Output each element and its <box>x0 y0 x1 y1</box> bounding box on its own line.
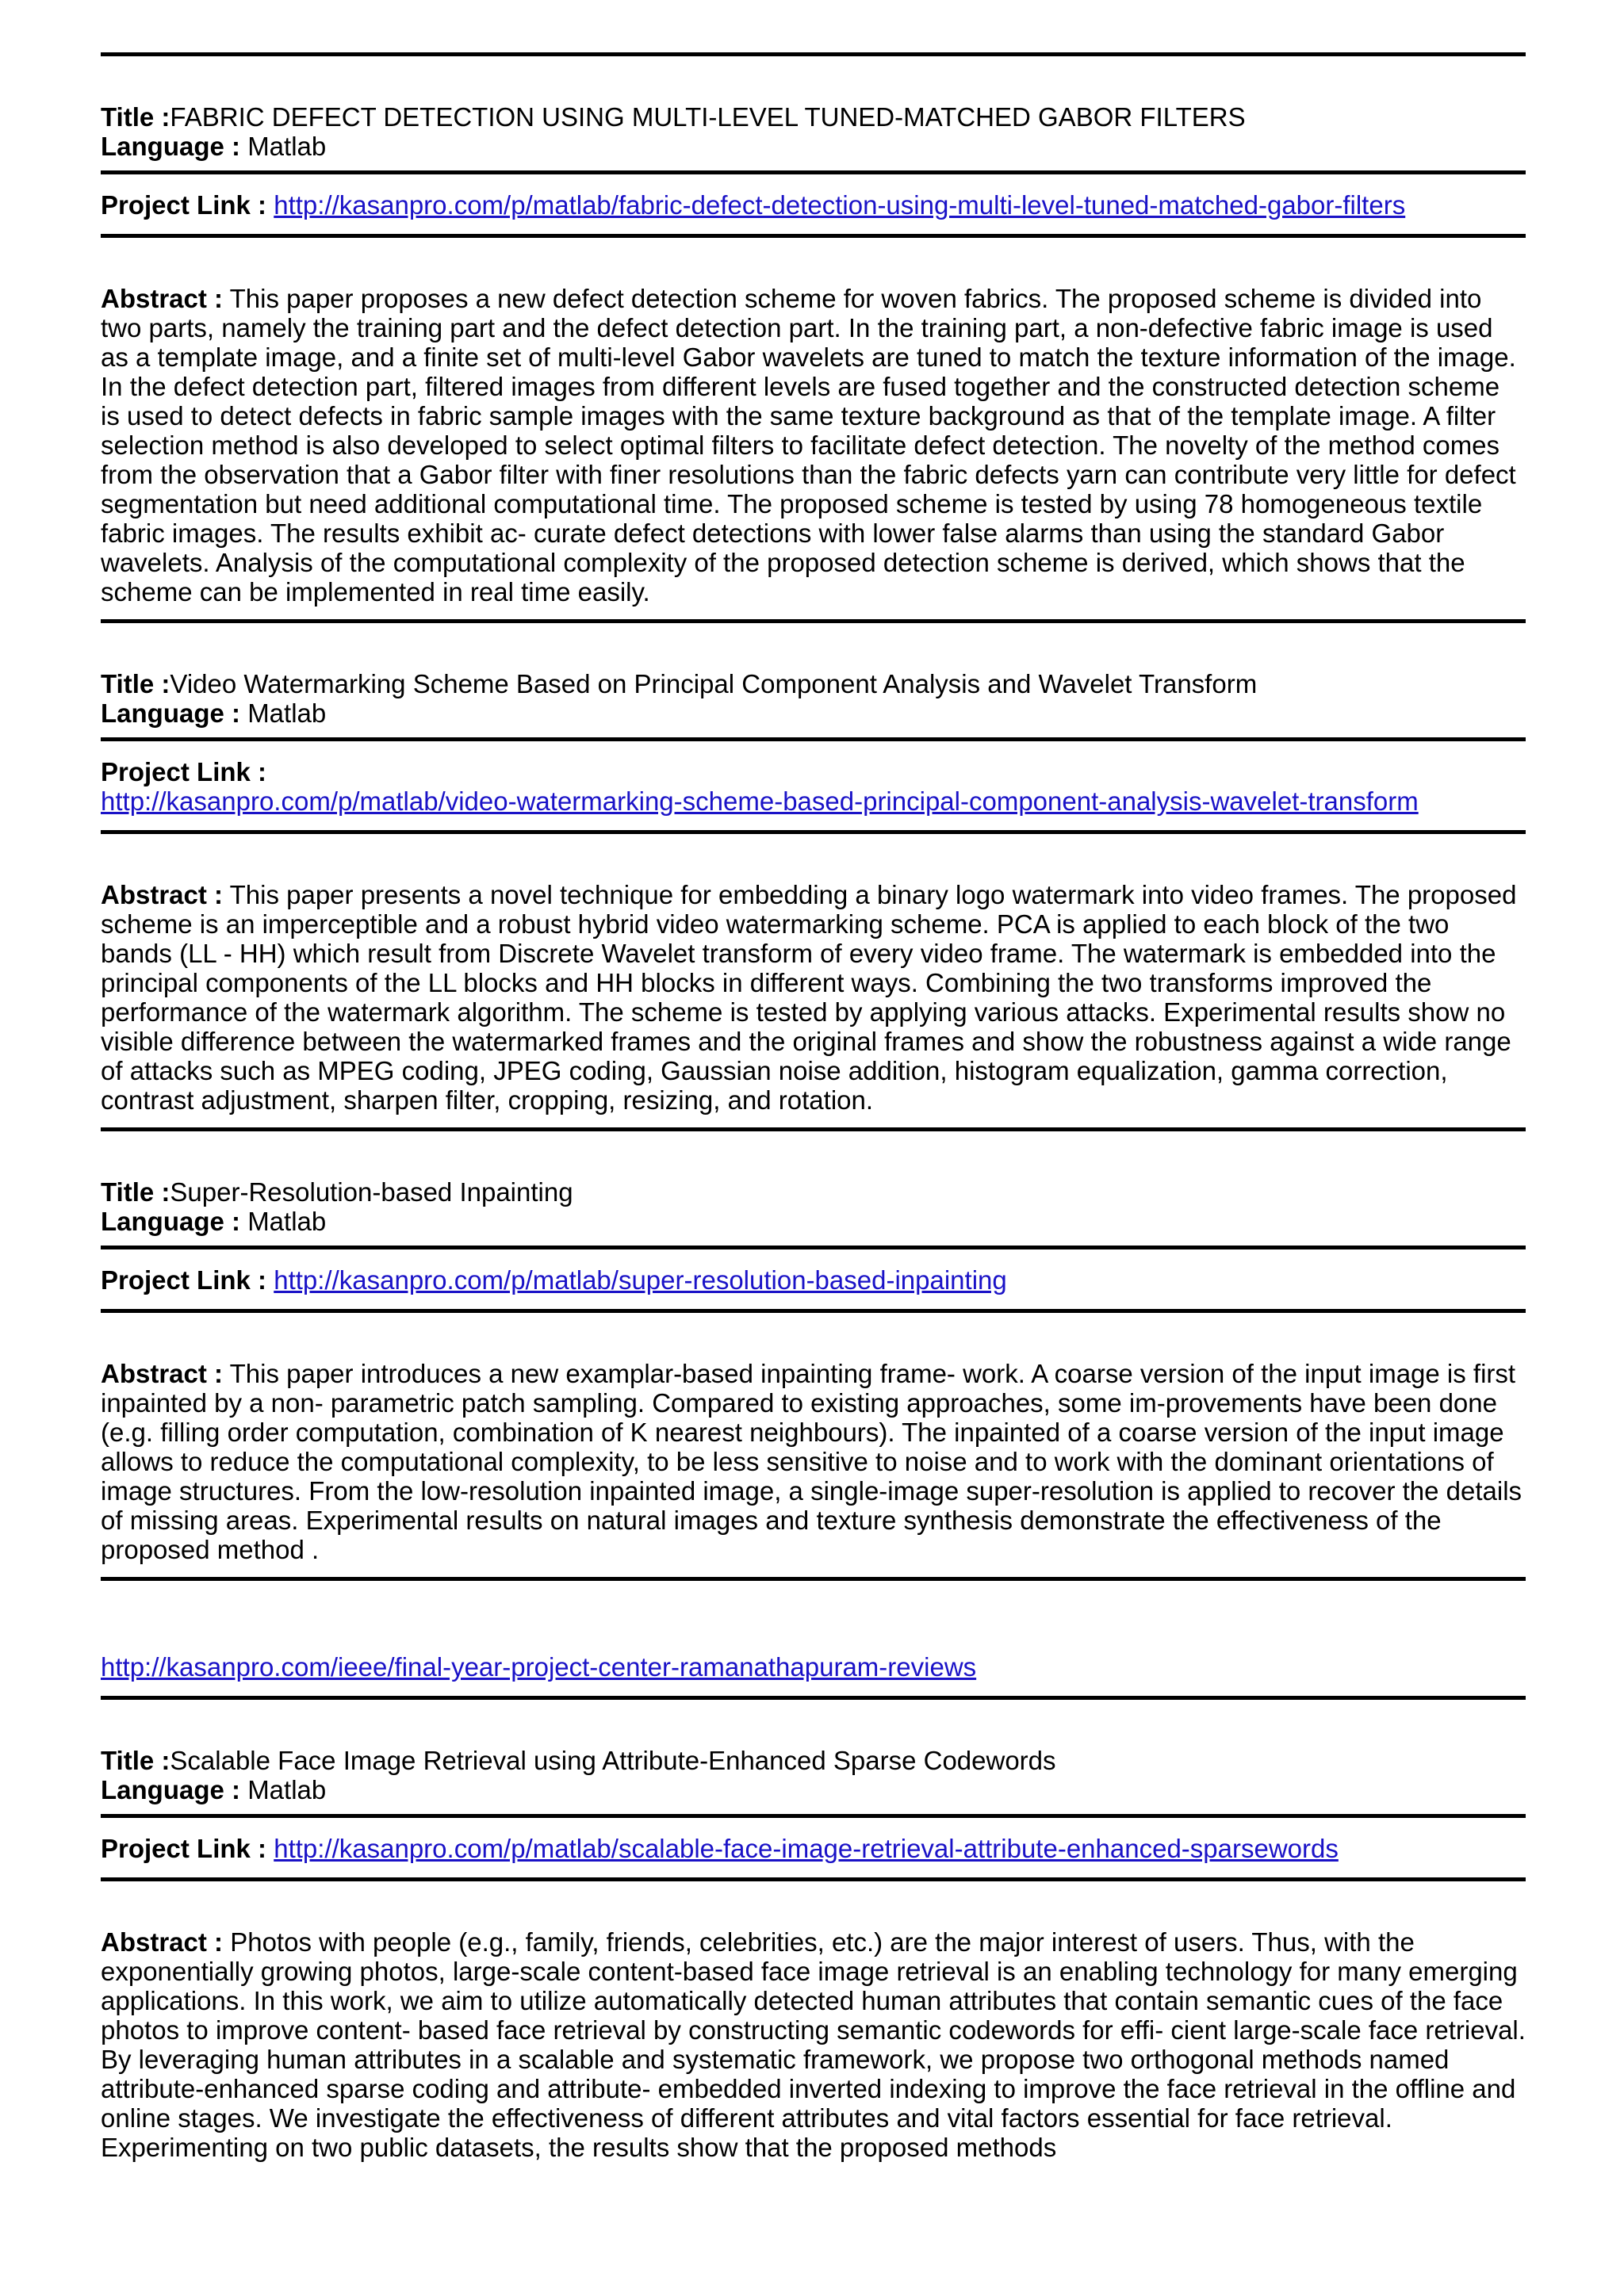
abstract-block <box>101 1313 1526 1577</box>
abstract-label: Abstract : <box>101 1927 224 1957</box>
entry-header <box>101 623 1526 737</box>
language-line <box>101 698 1526 728</box>
project-link-row <box>101 741 1526 830</box>
abstract-label: Abstract : <box>101 880 224 909</box>
entry-header <box>101 56 1526 170</box>
language-value: Matlab <box>247 1775 327 1804</box>
language-label: Language : <box>101 1207 241 1236</box>
title-label: Title : <box>101 1746 170 1775</box>
abstract-block <box>101 834 1526 1127</box>
entry-title: FABRIC DEFECT DETECTION USING MULTI-LEVEL TUNED-MATCHED GABOR FILTERS <box>170 102 1246 132</box>
language-value: Matlab <box>247 132 327 161</box>
language-line <box>101 1775 1526 1804</box>
project-link[interactable]: http://kasanpro.com/p/matlab/scalable-face-image-retrieval-attribute-enhanced-sparsewords <box>274 1834 1339 1863</box>
title-label: Title : <box>101 102 170 132</box>
project-link[interactable]: http://kasanpro.com/p/matlab/fabric-defect-detection-using-multi-level-tuned-matched-gabor-filters <box>274 190 1406 220</box>
abstract-label: Abstract : <box>101 1359 224 1388</box>
review-link[interactable]: http://kasanpro.com/ieee/final-year-project-center-ramanathapuram-reviews <box>101 1652 977 1682</box>
project-link-label: Project Link : <box>101 1265 267 1295</box>
title-line <box>101 1746 1526 1775</box>
entry-header <box>101 1700 1526 1814</box>
review-link-row <box>101 1581 1526 1696</box>
project-link-label: Project Link : <box>101 190 267 220</box>
abstract-text: This paper proposes a new defect detection scheme for woven fabrics. The proposed scheme is divided into two parts, namely the training part and the defect detection part. In the training part, a non-defective fabric image is used as a template image, and a finite set of multi-level Gabor wavelets are tuned to match the texture information of the image. In the defect detection part, filtered images from different levels are fused together and the constructed detection scheme is used to detect defects in fabric sample images with the same texture background as that of the template image. A filter selection method is also developed to select optimal filters to facilitate defect detection. The novelty of the method comes from the observation that a Gabor filter with finer resolutions than the fabric defects yarn can contribute very little for defect segmentation but need additional computational time. The proposed scheme is tested by using 78 homogeneous textile fabric images. The results exhibit ac- curate defect detections with lower false alarms than using the standard Gabor wavelets. Analysis of the computational complexity of the proposed detection scheme is derived, which shows that the scheme can be implemented in real time easily. <box>101 284 1516 607</box>
title-line <box>101 1177 1526 1207</box>
project-link[interactable]: http://kasanpro.com/p/matlab/super-resolution-based-inpainting <box>274 1265 1007 1295</box>
project-link-row <box>101 1249 1526 1309</box>
title-label: Title : <box>101 669 170 698</box>
project-link[interactable]: http://kasanpro.com/p/matlab/video-watermarking-scheme-based-principal-component-analysis-wavelet-transform <box>101 786 1419 816</box>
entry-title: Video Watermarking Scheme Based on Principal Component Analysis and Wavelet Transform <box>170 669 1258 698</box>
project-link-row <box>101 1818 1526 1877</box>
abstract-block <box>101 238 1526 619</box>
title-line <box>101 669 1526 698</box>
entry-header <box>101 1131 1526 1246</box>
document-page <box>101 52 1526 2175</box>
title-line <box>101 102 1526 132</box>
entry-title: Super-Resolution-based Inpainting <box>170 1177 573 1207</box>
project-link-label: Project Link : <box>101 1834 267 1863</box>
language-label: Language : <box>101 1775 241 1804</box>
entry-title: Scalable Face Image Retrieval using Attribute-Enhanced Sparse Codewords <box>170 1746 1056 1775</box>
abstract-text: Photos with people (e.g., family, friends, celebrities, etc.) are the major interest of users. Thus, with the exponentially growing photos, large-scale content-based face image retrieval is an enabling technology for many emerging applications. In this work, we aim to utilize automatically detected human attributes that contain semantic cues of the face photos to improve content- based face retrieval by constructing semantic codewords for effi- cient large-scale face retrieval. By leveraging human attributes in a scalable and systematic framework, we propose two orthogonal methods named attribute-enhanced sparse coding and attribute- embedded inverted indexing to improve the face retrieval in the offline and online stages. We investigate the effectiveness of different attributes and vital factors essential for face retrieval. Experimenting on two public datasets, the results show that the proposed methods <box>101 1927 1526 2162</box>
title-label: Title : <box>101 1177 170 1207</box>
abstract-label: Abstract : <box>101 284 224 313</box>
language-label: Language : <box>101 132 241 161</box>
language-value: Matlab <box>247 1207 327 1236</box>
abstract-text: This paper presents a novel technique for embedding a binary logo watermark into video frames. The proposed scheme is an imperceptible and a robust hybrid video watermarking scheme. PCA is applied to each block of the two bands (LL - HH) which result from Discrete Wavelet transform of every video frame. The watermark is embedded into the principal components of the LL blocks and HH blocks in different ways. Combining the two transforms improved the performance of the watermark algorithm. The scheme is tested by applying various attacks. Experimental results show no visible difference between the watermarked frames and the original frames and show the robustness against a wide range of attacks such as MPEG coding, JPEG coding, Gaussian noise addition, histogram equalization, gamma correction, contrast adjustment, sharpen filter, cropping, resizing, and rotation. <box>101 880 1517 1115</box>
project-link-label: Project Link : <box>101 757 267 786</box>
project-link-row <box>101 174 1526 234</box>
language-label: Language : <box>101 698 241 728</box>
abstract-block <box>101 1881 1526 2175</box>
language-value: Matlab <box>247 698 327 728</box>
abstract-text: This paper introduces a new examplar-based inpainting frame- work. A coarse version of the input image is first inpainted by a non- parametric patch sampling. Compared to existing approaches, some im-provements have been done (e.g. filling order computation, combination of K nearest neighbours). The inpainted of a coarse version of the input image allows to reduce the computational complexity, to be less sensitive to noise and to work with the dominant orientations of image structures. From the low-resolution inpainted image, a single-image super-resolution is applied to recover the details of missing areas. Experimental results on natural images and texture synthesis demonstrate the effectiveness of the proposed method . <box>101 1359 1522 1564</box>
language-line <box>101 132 1526 161</box>
language-line <box>101 1207 1526 1236</box>
